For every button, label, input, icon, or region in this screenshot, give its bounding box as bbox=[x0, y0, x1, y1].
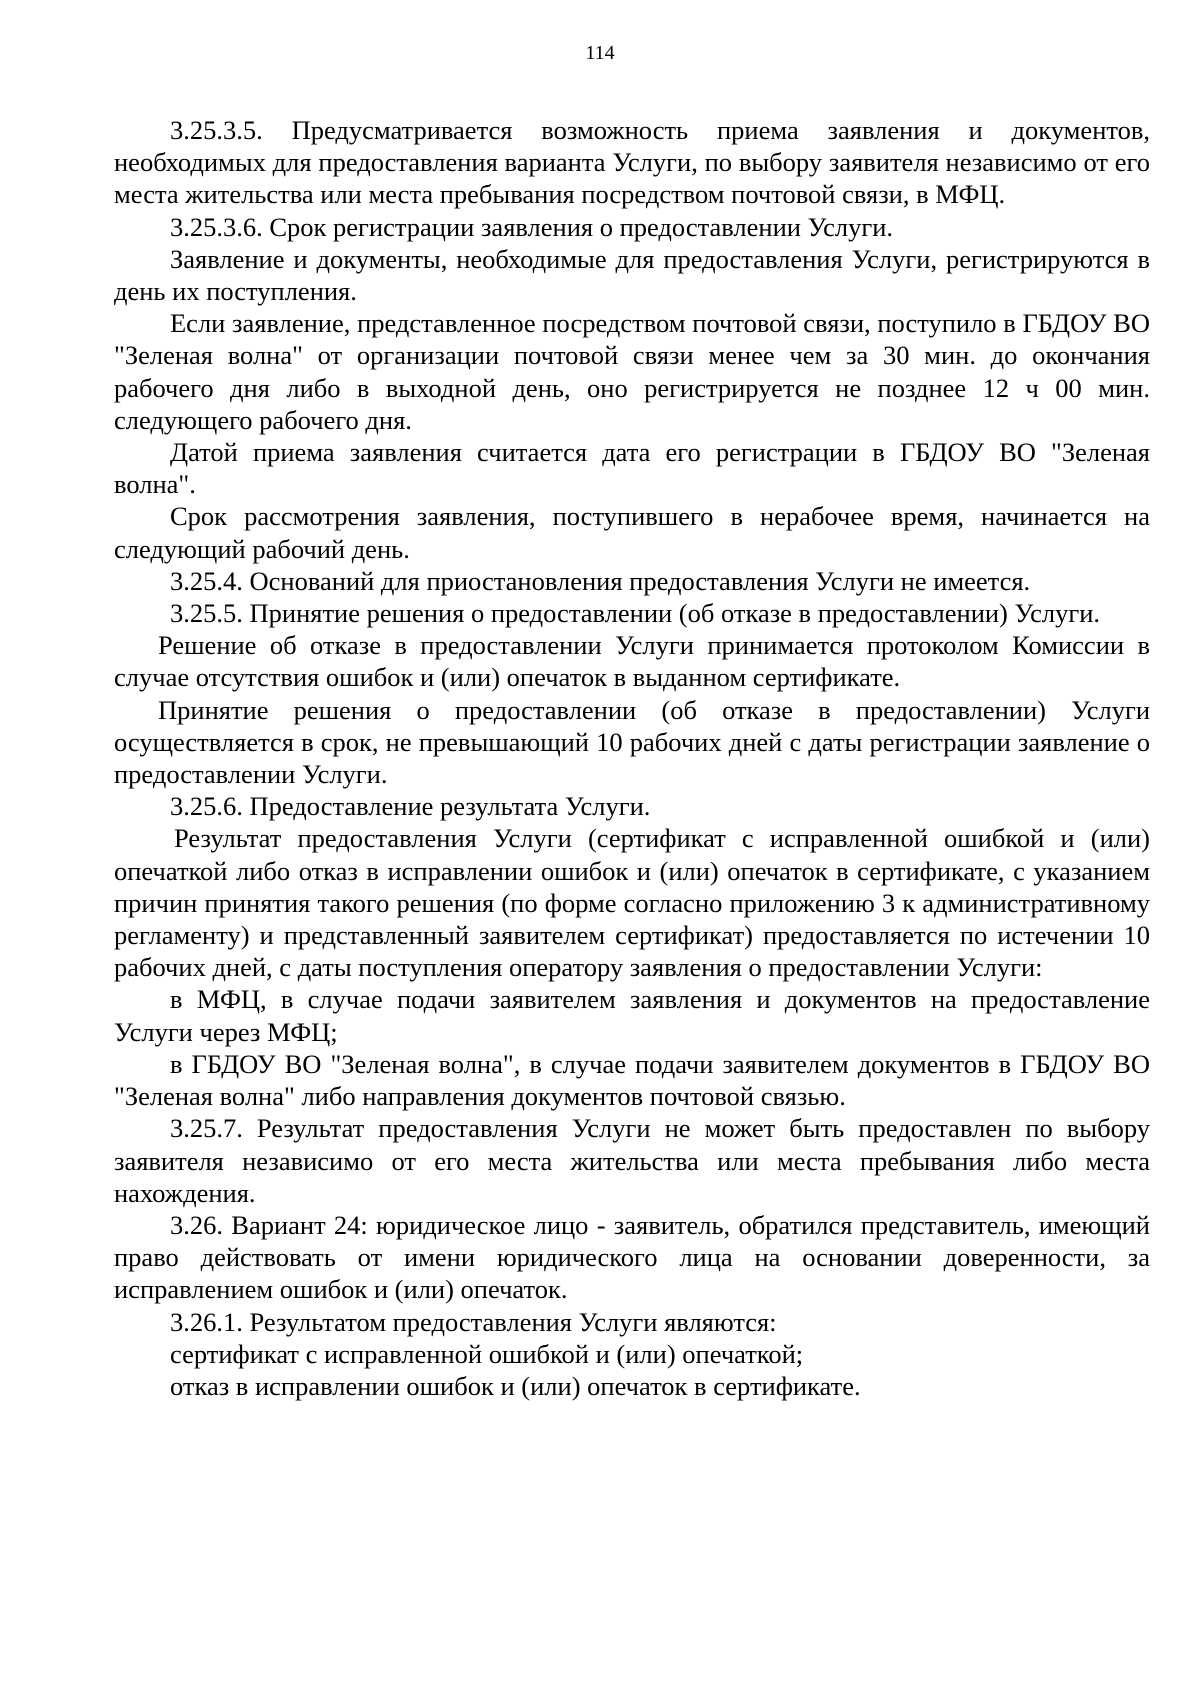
page-number: 114 bbox=[585, 42, 615, 64]
paragraph-3-25-4: 3.25.4. Оснований для приостановления предоставления Услуги не имеется. bbox=[170, 565, 1031, 596]
paragraph-refusal-decision: Решение об отказе в предоставлении Услуги принимается протоколом Комиссии в случае отсутствия ошибок и (или) опечаток в выданном сертификате. bbox=[114, 630, 1150, 693]
list-item-corrected-certificate: сертификат с исправленной ошибкой и (или) опечаткой; bbox=[170, 1338, 804, 1369]
paragraph-mfc-option: в МФЦ, в случае подачи заявителем заявления и документов на предоставление Услуги через МФЦ; bbox=[114, 984, 1150, 1047]
paragraph-result-provision: Результат предоставления Услуги (сертификат с исправленной ошибкой и (или) опечаткой либо отказ в исправлении ошибок и (или) опечаток в сертификате, с указанием причин принятия такого решения (по форме согласно приложению 3 к административному регламенту) и представленный заявителем сертификат) предоставляется по истечении 10 рабочих дней, с даты поступления оператору заявления о предоставлении Услуги: bbox=[114, 823, 1150, 983]
list-item-refusal-correction: отказ в исправлении ошибок и (или) опечаток в сертификате. bbox=[170, 1370, 861, 1401]
paragraph-postal-registration: Если заявление, представленное посредством почтовой связи, поступило в ГБДОУ ВО "Зеленая волна" от организации почтовой связи менее чем за 30 мин. до окончания рабочего дня либо в выходной день, оно регистрируется не позднее 12 ч 00 мин. следующего рабочего дня. bbox=[114, 308, 1150, 435]
paragraph-3-25-6: 3.25.6. Предоставление результата Услуги. bbox=[170, 791, 651, 822]
paragraph-review-term: Срок рассмотрения заявления, поступившего в нерабочее время, начинается на следующий рабочий день. bbox=[114, 501, 1150, 564]
paragraph-3-25-7: 3.25.7. Результат предоставления Услуги не может быть предоставлен по выбору заявителя независимо от его места жительства или места пребывания либо места нахождения. bbox=[114, 1113, 1150, 1208]
paragraph-acceptance-date: Датой приема заявления считается дата его регистрации в ГБДОУ ВО "Зеленая волна". bbox=[114, 437, 1150, 500]
paragraph-3-26-1: 3.26.1. Результатом предоставления Услуги являются: bbox=[170, 1306, 777, 1337]
paragraph-gbdou-option: в ГБДОУ ВО "Зеленая волна", в случае подачи заявителем документов в ГБДОУ ВО "Зеленая волна" либо направления документов почтовой связью. bbox=[114, 1048, 1150, 1112]
paragraph-decision-term: Принятие решения о предоставлении (об отказе в предоставлении) Услуги осуществляется в срок, не превышающий 10 рабочих дней с даты регистрации заявление о предоставлении Услуги. bbox=[114, 694, 1150, 790]
paragraph-3-25-5: 3.25.5. Принятие решения о предоставлении (об отказе в предоставлении) Услуги. bbox=[170, 598, 1100, 629]
paragraph-3-25-3-5: 3.25.3.5. Предусматривается возможность приема заявления и документов, необходимых для предоставления варианта Услуги, по выбору заявителя независимо от его места жительства или места пребывания посредством почтовой связи, в МФЦ. bbox=[114, 115, 1150, 210]
document-body bbox=[114, 114, 1150, 1402]
paragraph-3-26: 3.26. Вариант 24: юридическое лицо - заявитель, обратился представитель, имеющий право действовать от имени юридического лица на основании доверенности, за исправлением ошибок и (или) опечаток. bbox=[114, 1209, 1150, 1305]
paragraph-3-25-3-6: 3.25.3.6. Срок регистрации заявления о предоставлении Услуги. bbox=[170, 211, 894, 242]
paragraph-registration-day: Заявление и документы, необходимые для предоставления Услуги, регистрируются в день их поступления. bbox=[114, 243, 1150, 307]
